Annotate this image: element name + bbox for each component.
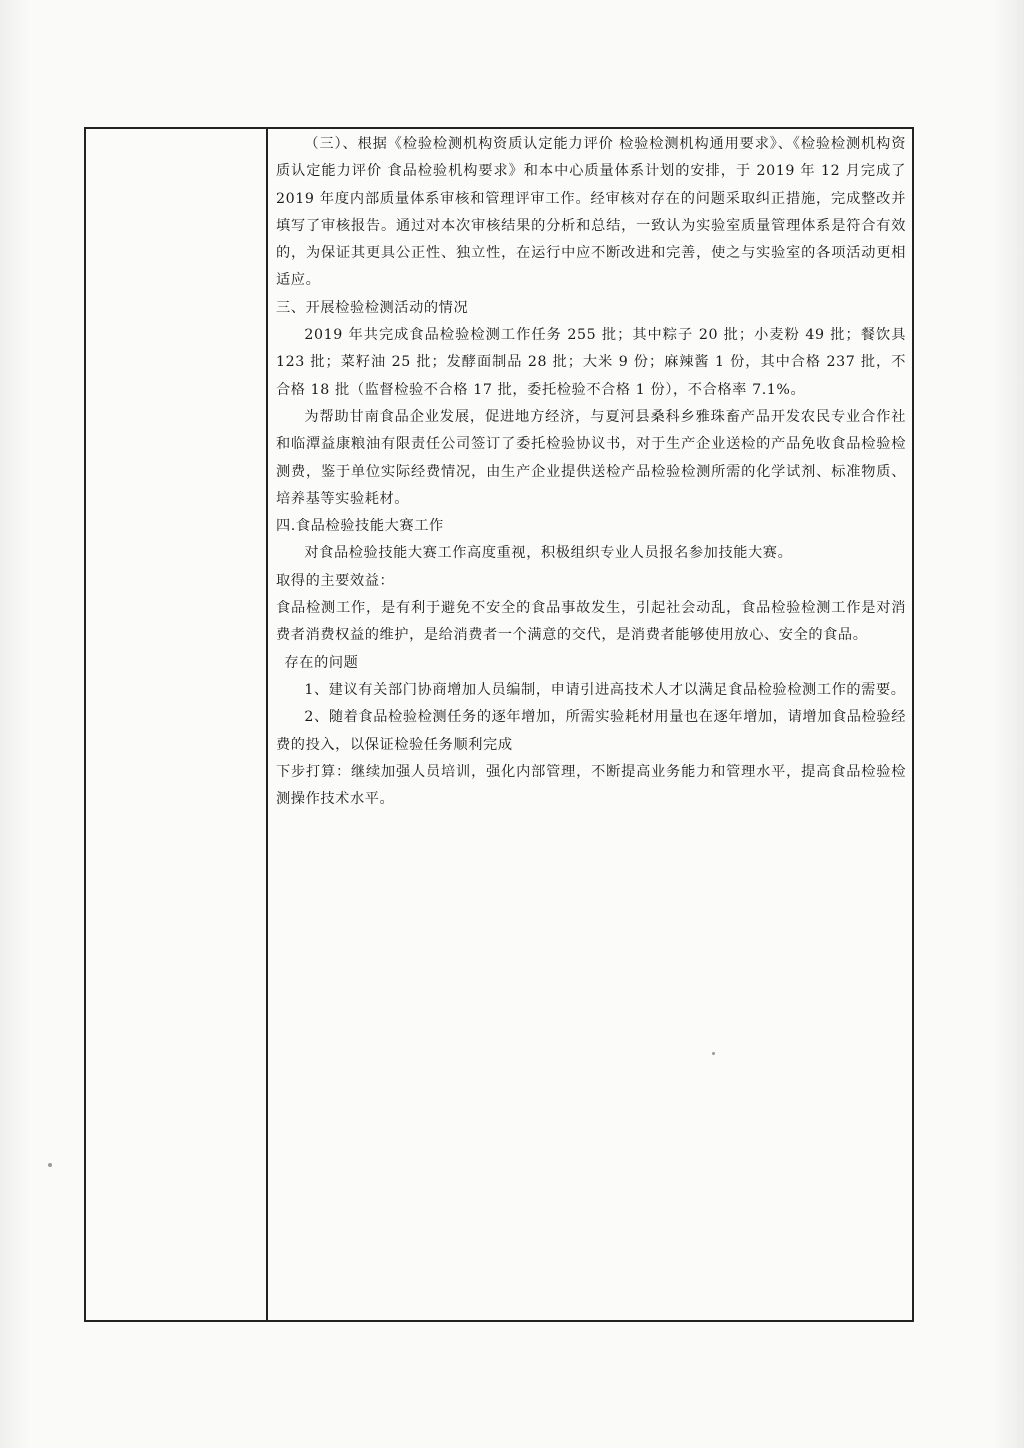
heading-existing-problems: 存在的问题 [284, 654, 359, 671]
problem-item-2: 2、随着食品检验检测任务的逐年增加，所需实验耗材用量也在逐年增加，请增加食品检验经费的投入，以保证检验任务顺利完成 [276, 709, 906, 753]
paragraph-skills-competition: 对食品检验技能大赛工作高度重视，积极组织专业人员报名参加技能大赛。 [304, 545, 793, 562]
paragraph-inspection-statistics: 2019 年共完成食品检验检测工作任务 255 批；其中粽子 20 批；小麦粉 49 批；餐饮具 123 批；菜籽油 25 批；发酵面制品 28 批；大米 9 份；麻辣酱 1 份，其中合格 237 批，不合格 18 批（监督检验不合格 17 批，委托检验不合格 1 份），不合格率 7.1%。 [276, 327, 906, 398]
scan-speck [712, 1052, 715, 1055]
table-label-column [86, 129, 268, 1320]
paragraph-main-benefits: 食品检测工作，是有利于避免不安全的食品事故发生，引起社会动乱，食品检验检测工作是对消费者消费权益的维护，是给消费者一个满意的交代，是消费者能够使用放心、安全的食品。 [276, 600, 906, 644]
paragraph-next-steps: 下步打算：继续加强人员培训，强化内部管理，不断提高业务能力和管理水平，提高食品检验检测操作技术水平。 [276, 763, 906, 808]
scan-speck [48, 1163, 52, 1167]
paragraph-quality-audit: （三）、根据《检验检测机构资质认定能力评价 检验检测机构通用要求》、《检验检测机构资质认定能力评价 食品检验机构要求》和本中心质量体系计划的安排，于 2019 年 12 月完成了 2019 年度内部质量体系审核和管理评审工作。经审核对存在的问题采取纠正措施，完成整改并填写了审核报告。通过对本次审核结果的分析和总结，一致认为实验室质量管理体系是符合有效的，为保证其更具公正性、独立性，在运行中应不断改进和完善，使之与实验室的各项活动更相适应。 [276, 136, 906, 289]
section-heading-skills-competition: 四.食品检验技能大赛工作 [276, 518, 444, 535]
paragraph-enterprise-support: 为帮助甘南食品企业发展，促进地方经济，与夏河县桑科乡雅珠畜产品开发农民专业合作社和临潭益康粮油有限责任公司签订了委托检验协议书，对于生产企业送检的产品免收食品检验检测费，鉴于单位实际经费情况，由生产企业提供送检产品检验检测所需的化学试剂、标准物质、培养基等实验耗材。 [276, 408, 906, 507]
problem-item-1: 1、建议有关部门协商增加人员编制，申请引进高技术人才以满足食品检验检测工作的需要。 [304, 681, 906, 698]
report-table [84, 127, 914, 1322]
report-content-cell [276, 131, 906, 813]
heading-main-benefits: 取得的主要效益： [276, 572, 395, 589]
section-heading-inspection-activities: 三、开展检验检测活动的情况 [276, 299, 469, 316]
